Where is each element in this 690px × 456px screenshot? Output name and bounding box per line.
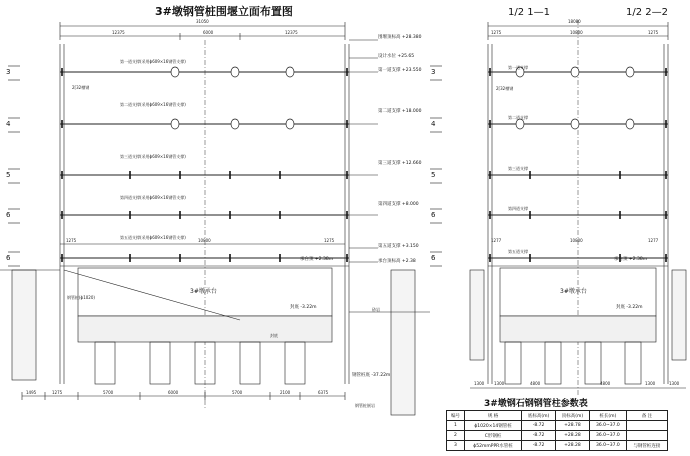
table-cell: ϕ52mmPPR水管桩 bbox=[464, 441, 521, 451]
label-brace-3: 第三道支撑(采用ϕ609×16钢管支撑) bbox=[120, 154, 186, 159]
right-label-liner: 2[32槽钢 bbox=[496, 86, 514, 91]
right-label-cap: 3#墩承台 bbox=[560, 288, 587, 295]
elev-seal: 封底 -3.22m bbox=[290, 305, 317, 310]
label-bedrock: 钢管桩嵌岩 bbox=[355, 403, 375, 408]
table-cell bbox=[626, 431, 667, 441]
dim-right-total: 18080 bbox=[568, 19, 581, 24]
dim-mid-seg1: 1275 bbox=[66, 238, 77, 243]
dim-top-seg1: 12375 bbox=[112, 30, 125, 35]
table-cell: 1 bbox=[447, 421, 465, 431]
dim-top-seg2: 6000 bbox=[203, 30, 214, 35]
dim-right-bottom-6: 1300 bbox=[669, 381, 680, 386]
level-mark-6a: 6 bbox=[6, 211, 11, 219]
label-brace-4: 第四道支撑(采用ϕ609×16钢管支撑) bbox=[120, 195, 186, 200]
level-mark-5: 5 bbox=[6, 171, 11, 179]
elev-cap-top: 承台顶 +2.38m bbox=[300, 257, 334, 262]
dim-top-seg3: 12375 bbox=[285, 30, 298, 35]
table-row bbox=[447, 441, 668, 451]
table-cell: 3 bbox=[447, 441, 465, 451]
right-label-brace-5: 第五道支撑 bbox=[508, 249, 528, 254]
col-header: 桩长(m) bbox=[589, 411, 626, 421]
table-cell: 与钢管桩连接 bbox=[626, 441, 667, 451]
col-header: 规 格 bbox=[464, 411, 521, 421]
dim-mid-seg2: 10800 bbox=[198, 238, 211, 243]
right-label-seal: 封底 -3.22m bbox=[616, 305, 643, 310]
label-brace-2: 第二道支撑(采用ϕ609×16钢管支撑) bbox=[120, 102, 186, 107]
right-label-cap-top: 承台顶 +2.38m bbox=[614, 257, 648, 262]
table-cell: 2 bbox=[447, 431, 465, 441]
col-header: 底标高(m) bbox=[522, 411, 556, 421]
table-cell: 36.0~37.0 bbox=[589, 441, 626, 451]
label-brace-5: 第五道支撑(采用ϕ609×16钢管支撑) bbox=[120, 235, 186, 240]
level-mark-3: 3 bbox=[6, 68, 11, 76]
elev-cap-top-mark: 承台顶标高 +2.38 bbox=[378, 259, 416, 264]
table-cell: C形钢桩 bbox=[464, 431, 521, 441]
table-header-row bbox=[447, 411, 668, 421]
table-cell: +28.28 bbox=[556, 441, 590, 451]
col-header: 备 注 bbox=[626, 411, 667, 421]
dim-bottom-5: 5700 bbox=[232, 390, 243, 395]
dim-right-bottom-5: 1300 bbox=[645, 381, 656, 386]
table-row bbox=[447, 431, 668, 441]
dim-top-total: 31050 bbox=[196, 19, 209, 24]
level-mark-4-right: 4 bbox=[431, 120, 436, 128]
right-label-brace-1: 第一道支撑 bbox=[508, 65, 528, 70]
dim-right-bottom-1: 1300 bbox=[474, 381, 485, 386]
level-mark-5-right: 5 bbox=[431, 171, 436, 179]
table-cell: 36.0~37.0 bbox=[589, 421, 626, 431]
table-cell: ϕ1020×14钢管桩 bbox=[464, 421, 521, 431]
dim-right-1: 1275 bbox=[491, 30, 502, 35]
table-cell: -8.72 bbox=[522, 431, 556, 441]
level-mark-6b-right: 6 bbox=[431, 254, 436, 262]
label-cap: 3#墩承台 bbox=[190, 288, 217, 295]
dim-right-bottom-3: 4800 bbox=[530, 381, 541, 386]
label-brace-1: 第一道支撑(采用ϕ609×16钢管支撑) bbox=[120, 59, 186, 64]
elev-brace-5: 第五道支撑 +3.150 bbox=[378, 244, 419, 249]
dim-right-2: 10800 bbox=[570, 30, 583, 35]
dim-bottom-1: 1495 bbox=[26, 390, 37, 395]
parameter-table bbox=[446, 410, 668, 451]
dim-mid-seg3: 1275 bbox=[324, 238, 335, 243]
dim-bottom-2: 1275 bbox=[52, 390, 63, 395]
dim-right-3: 1275 bbox=[648, 30, 659, 35]
dim-right-bottom-2: 1300 bbox=[494, 381, 505, 386]
label-pile: 钢管桩(ϕ1020) bbox=[67, 295, 95, 300]
table-title: 3#墩钢石钢钢管柱参数表 bbox=[484, 399, 588, 409]
dim-bottom-3: 5700 bbox=[103, 390, 114, 395]
table-cell: +28.78 bbox=[556, 421, 590, 431]
table-cell: -8.72 bbox=[522, 421, 556, 431]
dim-right-mid-2: 10800 bbox=[570, 238, 583, 243]
elev-brace-2: 第二道支撑 +18.000 bbox=[378, 109, 422, 114]
right-label-brace-4: 第四道支撑 bbox=[508, 206, 528, 211]
dim-right-mid-1: 1277 bbox=[491, 238, 502, 243]
dim-bottom-6: 2100 bbox=[280, 390, 291, 395]
level-mark-3-right: 3 bbox=[431, 68, 436, 76]
right-label-brace-3: 第三道支撑 bbox=[508, 166, 528, 171]
table-cell: -8.72 bbox=[522, 441, 556, 451]
table-cell bbox=[626, 421, 667, 431]
label-seal: 封底 bbox=[270, 333, 278, 338]
dim-bottom-7: 6375 bbox=[318, 390, 329, 395]
table-cell: 36.0~37.0 bbox=[589, 431, 626, 441]
dim-right-bottom-4: 4800 bbox=[600, 381, 611, 386]
elev-brace-3: 第三道支撑 +12.660 bbox=[378, 161, 422, 166]
table-cell: +28.28 bbox=[556, 431, 590, 441]
elev-design: 设计水位 +25.65 bbox=[378, 54, 415, 59]
dim-right-mid-3: 1277 bbox=[648, 238, 659, 243]
label-sand: 砂岩 bbox=[372, 307, 380, 312]
elev-top: 围堰顶标高 +28.380 bbox=[378, 35, 422, 40]
col-header: 编号 bbox=[447, 411, 465, 421]
table-row bbox=[447, 421, 668, 431]
elev-brace-4: 第四道支撑 +8.000 bbox=[378, 202, 419, 207]
col-header: 顶标高(m) bbox=[556, 411, 590, 421]
elev-brace-1: 第一道支撑 +23.550 bbox=[378, 68, 422, 73]
level-mark-6a-right: 6 bbox=[431, 211, 436, 219]
right-label-brace-2: 第二道支撑 bbox=[508, 115, 528, 120]
section-2-title: 1/2 2—2 bbox=[626, 7, 668, 18]
level-mark-6b: 6 bbox=[6, 254, 11, 262]
label-liner: 2[32槽钢 bbox=[72, 85, 90, 90]
dim-bottom-4: 6000 bbox=[168, 390, 179, 395]
section-1-title: 1/2 1—1 bbox=[508, 7, 550, 18]
elev-pile-tip: 钢管桩底 -37.22m bbox=[352, 373, 391, 378]
level-mark-4: 4 bbox=[6, 120, 11, 128]
main-title: 3#墩钢管桩围堰立面布置图 bbox=[155, 5, 293, 18]
